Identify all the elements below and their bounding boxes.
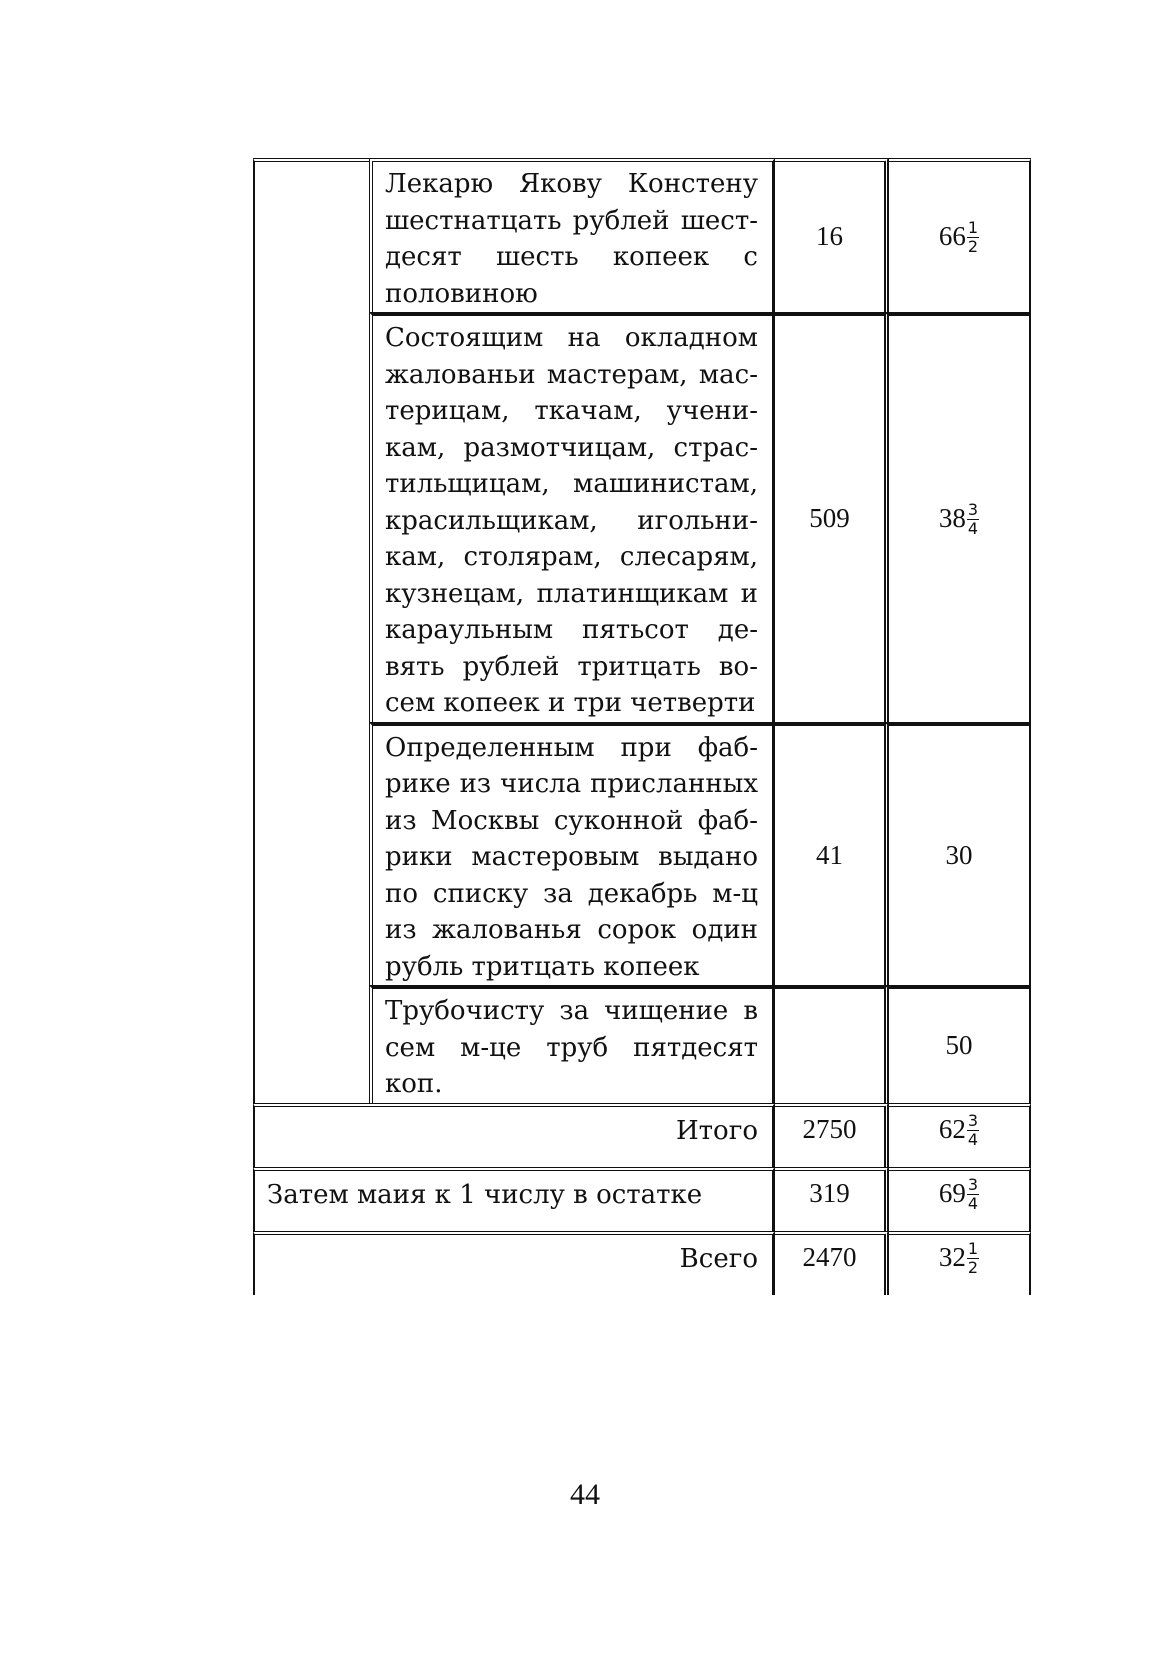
remainder-row [253,1167,1031,1231]
row-kopecks [889,158,1031,312]
kopecks-whole: 30 [945,839,973,870]
rubles-value: 319 [809,1177,850,1208]
fraction-denominator: 2 [967,237,979,257]
fraction-numerator: 1 [967,218,979,238]
fraction-numerator: 1 [967,1239,979,1258]
row-description: Трубочисту за чищение в сем м-це труб пятдесят коп. [369,985,775,1103]
table-row [253,985,1031,1103]
kopecks-fraction [967,1112,979,1149]
kopecks-whole: 32 [938,1241,966,1272]
total-row [253,1103,1031,1167]
remainder-label: Затем маия к 1 числу в остатке [253,1167,775,1231]
row-rubles [775,722,889,986]
row-kopecks [889,312,1031,722]
table-row [253,158,1031,312]
fraction-numerator: 3 [967,1111,979,1130]
rubles-value: 509 [809,503,850,533]
rubles-value: 16 [816,221,843,252]
fraction-denominator: 2 [967,1258,979,1277]
fraction-numerator: 3 [967,500,979,519]
rubles-value: 2470 [802,1241,857,1272]
kopecks-whole: 69 [938,1177,966,1208]
grand-total-label: Всего [253,1231,775,1295]
fraction-denominator: 4 [967,1194,979,1213]
expense-table [253,158,1031,1295]
total-rubles [775,1103,889,1167]
fraction-denominator: 4 [967,1130,979,1149]
row-kopecks [889,722,1031,986]
kopecks-fraction [967,219,979,256]
rubles-value: 2750 [802,1113,857,1144]
page-number: 44 [570,1478,600,1511]
row-rubles [775,312,889,722]
total-label: Итого [253,1103,775,1167]
grand-total-row [253,1231,1031,1295]
remainder-rubles [775,1167,889,1231]
rubles-value: 41 [816,839,843,870]
row-description: Состоящим на окладном жалованьи мастерам, мастерицам, ткачам, ученикам, размотчицам, страстильщицам, машинистам, красильщикам, игольникам, столярам, слесарям, кузнецам, платинщикам и караульным пятьсот девять рублей тритцать восем копеек и три четверти [369,312,775,722]
left-blank-column [253,158,369,1103]
kopecks-whole: 62 [938,1113,966,1144]
fraction-numerator: 3 [967,1175,979,1194]
row-description: Лекарю Якову Констену шестнатцать рублей шестдесят шесть копеек с половиною [369,158,775,312]
fraction-denominator: 4 [967,519,979,538]
grand-total-kopecks [889,1231,1031,1295]
table-row [253,722,1031,986]
kopecks-whole: 38 [938,502,966,533]
kopecks-whole: 50 [945,1030,973,1060]
row-description: Определенным при фабрике из числа присланных из Москвы суконной фабрики мастеровым выдано по списку за декабрь м-ц из жалованья сорок один рубль тритцать копеек [369,722,775,986]
table-row [253,312,1031,722]
kopecks-whole: 66 [938,220,966,251]
kopecks-fraction [967,501,979,538]
row-rubles [775,985,889,1103]
kopecks-fraction [967,1240,979,1277]
kopecks-fraction [967,1176,979,1213]
total-kopecks [889,1103,1031,1167]
grand-total-rubles [775,1231,889,1295]
row-kopecks [889,985,1031,1103]
row-rubles [775,158,889,312]
remainder-kopecks [889,1167,1031,1231]
